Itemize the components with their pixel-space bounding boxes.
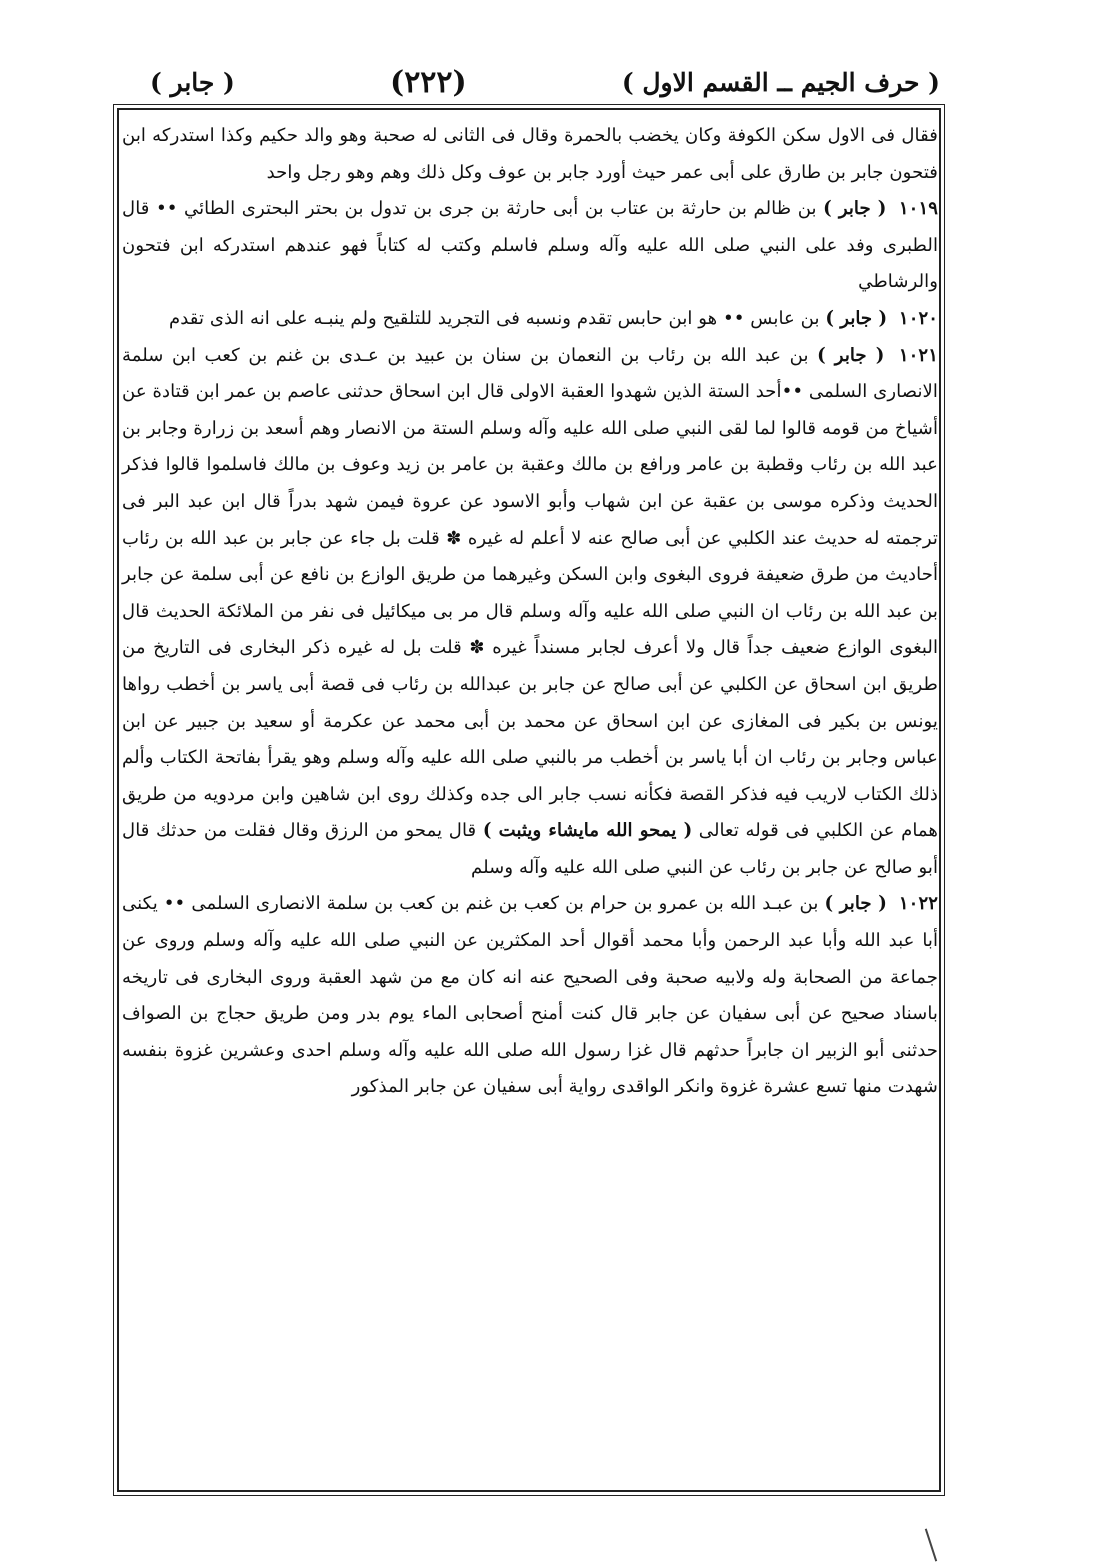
entry-text: بن عبـد الله بن عمرو بن حرام بن كعب بن غنم بن كعب بن سلمة الانصارى السلمى •• يكنى أبا عبد الله وأبا عبد الرحمن وأبا محمد أقوال أحد المكثرين عن النبي صلى الله عليه وآله وسلم وروى عن جماعة من الصحابة وله ولابيه صحبة وفى الصحيح عنه انه كان مع من شهد العقبة وروى البخارى فى تاريخه باسناد صحيح عن أبى سفيان عن جابر قال كنت أمنح أصحابى الماء يوم بدر ومن طريق حجاج بن الصواف حدثنى أبو الزبير ان جابراً حدثهم قال غزا رسول الله صلى الله عليه وآله وسلم احدى وعشرين غزوة بنفسه شهدت منها تسع عشرة غزوة وانكر الواقدى رواية أبى سفيان عن جابر المذكور — [122, 893, 939, 1098]
header-section-title: ( حرف الجيم ــ القسم الاول ) — [621, 67, 940, 97]
entry-name: ( جابر ) — [823, 198, 887, 220]
entry-text-after-quote: قال يمحو من الرزق وقال فقلت من حدثك قال أبو صالح عن جابر بن رئاب عن النبي صلى الله عليه وآله وسلم — [122, 820, 938, 878]
quran-quote: ( يمحو الله مايشاء ويثبت ) — [482, 820, 693, 842]
entry-name: ( جابر ) — [824, 893, 887, 915]
entry-number: ١٠١٩ — [898, 198, 938, 220]
continuation-paragraph: فقال فى الاول سكن الكوفة وكان يخضب بالحمرة وقال فى الثانى له صحبة وهو والد حكيم وكذا استدركه ابن فتحون جابر بن طارق على أبى عمر حيث أورد جابر بن عوف وكل ذلك وهم وهو رجل واحد — [122, 125, 938, 183]
entry-name: ( جابر ) — [825, 307, 888, 329]
entry-text: بن عابس •• هو ابن حابس تقدم ونسبه فى التجريد للتلقيح ولم ينبـه على انه الذى تقدم — [168, 307, 820, 329]
page-header — [150, 60, 940, 104]
entry-1022 — [122, 886, 938, 1106]
entry-text: بن عبد الله بن رئاب بن النعمان بن سنان بن عبيد بن عـدى بن غنم بن كعب ابن سلمة الانصارى السلمى ••أحد الستة الذين شهدوا العقبة الاولى قال ابن اسحاق حدثنى عاصم بن عمر ابن قتادة عن أشياخ من قومه قالوا لما لقى النبي صلى الله عليه وآله وسلم الستة من الانصار وهم أسعد بن زرارة وجابر بن عبد الله بن رئاب وقطبة بن عامر ورافع بن مالك وعقبة بن عامر بن زيد وعوف بن مالك فاسلموا قالوا فذكر الحديث وذكره موسى بن عقبة عن ابن شهاب وأبو الاسود عن عروة فيمن شهد بدراً قال ابن عبد البر فى ترجمته له حديث عند الكلبي عن أبى صالح عنه لا أعلم له غيره ✽ قلت بل جاء عن جابر بن عبد الله بن رئاب أحاديث من طرق ضعيفة فروى البغوى وابن السكن وغيرهما من طريق الوازع بن نافع عن أبى سلمة عن جابر بن عبد الله بن رئاب ان النبي صلى الله عليه وآله وسلم قال مر بى ميكائيل فى نفر من الملائكة الحديث قال البغوى الوازع ضعيف جداً قال ولا أعرف لجابر مسنداً غيره ✽ قلت بل له غيره ذكر البخارى فى التاريخ من طريق ابن اسحاق عن الكلبي عن أبى صالح عن جابر بن عبدالله بن رئاب فى قصة أبى ياسر بن أخطب رواها يونس بن بكير فى المغازى عن ابن اسحاق عن محمد بن أبى محمد عن عكرمة أو سعيد بن جبير عن ابن عباس وجابر بن رئاب ان أبا ياسر بن أخطب مر بالنبي صلى الله عليه وآله وسلم وهو يقرأ بفاتحة الكتاب وألم ذلك الكتاب لاريب فيه فذكر القصة فكأنه نسب جابر الى جده وكذلك روى ابن شاهين وابن مردويه من طريق همام عن الكلبي فى قوله تعالى — [122, 344, 938, 842]
entry-1021 — [122, 338, 938, 887]
entry-number: ١٠٢١ — [898, 344, 938, 366]
page-body — [122, 118, 938, 1106]
scan-mark — [925, 1529, 937, 1562]
entry-number: ١٠٢٢ — [898, 893, 938, 915]
entry-1020 — [122, 301, 938, 338]
entry-1019 — [122, 191, 938, 301]
header-running-name: ( جابر ) — [150, 67, 235, 97]
entry-text: بن ظالم بن حارثة بن عتاب بن أبى حارثة بن جرى بن تدول بن بحتر البحترى الطائي •• قال الطبرى وفد على النبي صلى الله عليه وآله وسلم فاسلم وكتب له كتاباً فهو عندهم استدركه ابن فتحون والرشاطي — [122, 198, 938, 293]
entry-name: ( جابر ) — [817, 344, 885, 366]
page-number: (٢٢٢) — [389, 64, 467, 100]
entry-number: ١٠٢٠ — [898, 307, 938, 329]
